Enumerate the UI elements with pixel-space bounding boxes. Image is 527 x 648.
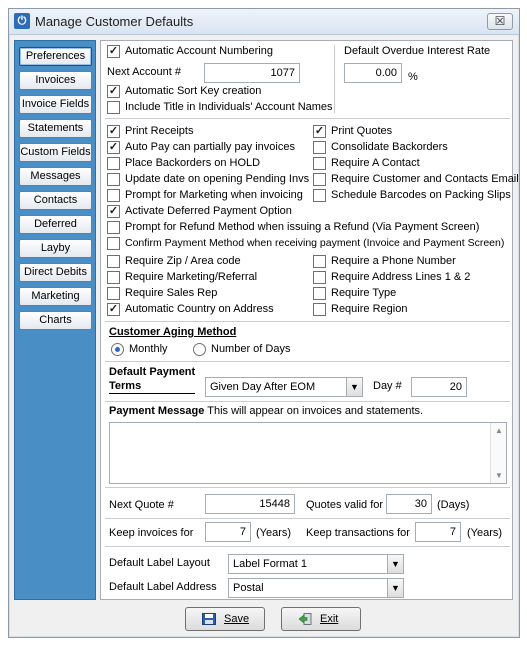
require-region-label: Require Region: [331, 303, 408, 315]
print-quotes-checkbox[interactable]: ✓: [314, 125, 325, 137]
print-receipts-label: Print Receipts: [125, 125, 194, 137]
require-address-label: Require Address Lines 1 & 2: [331, 271, 471, 283]
manage-customer-defaults-window: [8, 8, 520, 638]
next-quote-field[interactable]: 15448: [205, 494, 295, 514]
chevron-down-icon: ▼: [346, 378, 362, 396]
include-title-label: Include Title in Individuals' Account Names: [125, 101, 333, 113]
print-quotes-label: Print Quotes: [331, 125, 393, 137]
require-email-label: Require Customer and Contacts Email: [331, 173, 519, 185]
auto-country-checkbox[interactable]: ✓: [108, 303, 119, 315]
scroll-up-icon[interactable]: ▲: [495, 426, 503, 435]
divider: [105, 118, 510, 119]
label-layout-label: Default Label Layout: [109, 557, 210, 569]
activate-deferred-label: Activate Deferred Payment Option: [125, 205, 292, 217]
preferences-panel: [100, 40, 519, 600]
day-field[interactable]: 20: [411, 377, 467, 397]
quotes-valid-unit: (Days): [437, 499, 470, 511]
floppy-disk-icon: [202, 613, 216, 625]
sidebar-item-deferred[interactable]: Deferred: [19, 215, 92, 234]
payment-terms-select[interactable]: [205, 377, 363, 397]
textarea-scrollbar[interactable]: [490, 423, 506, 483]
activate-deferred-checkbox[interactable]: ✓: [108, 205, 119, 217]
interest-rate-label: Default Overdue Interest Rate: [344, 45, 491, 57]
payment-terms-title-2: Terms: [109, 380, 142, 392]
payment-message-title: Payment Message: [109, 405, 205, 417]
aging-method-title: Customer Aging Method: [109, 326, 237, 338]
sidebar-item-custom-fields[interactable]: Custom Fields: [19, 143, 92, 162]
sidebar: [14, 40, 96, 600]
chevron-down-icon: ▼: [387, 579, 403, 597]
confirm-payment-label: Confirm Payment Method when receiving payment (Invoice and Payment Screen): [125, 237, 505, 249]
chevron-down-icon: ▼: [387, 555, 403, 573]
exit-button[interactable]: [281, 607, 361, 631]
sidebar-item-charts[interactable]: Charts: [19, 311, 92, 330]
next-quote-label: Next Quote #: [109, 499, 174, 511]
prompt-refund-label: Prompt for Refund Method when issuing a Refund (Via Payment Screen): [125, 221, 480, 233]
title-bar: [9, 9, 519, 35]
keep-invoices-unit: (Years): [256, 527, 292, 539]
sidebar-item-contacts[interactable]: Contacts: [19, 191, 92, 210]
sidebar-item-statements[interactable]: Statements: [19, 119, 92, 138]
close-button[interactable]: [487, 13, 513, 30]
monthly-label: Monthly: [129, 343, 168, 355]
require-contact-label: Require A Contact: [331, 157, 420, 169]
label-address-select[interactable]: [228, 578, 404, 598]
require-rep-checkbox[interactable]: [107, 287, 120, 300]
payment-message-hint: This will appear on invoices and statements.: [207, 405, 424, 417]
sidebar-item-layby[interactable]: Layby: [19, 239, 92, 258]
schedule-barcodes-checkbox[interactable]: [313, 189, 326, 202]
require-contact-checkbox[interactable]: [313, 157, 326, 170]
divider: [105, 361, 510, 362]
require-region-checkbox[interactable]: [313, 303, 326, 316]
keep-invoices-label: Keep invoices for: [109, 527, 194, 539]
label-layout-value: Label Format 1: [233, 558, 307, 570]
require-phone-label: Require a Phone Number: [331, 255, 456, 267]
number-of-days-radio[interactable]: [193, 343, 206, 356]
exit-label: Exit: [320, 613, 339, 625]
label-address-label: Default Label Address: [109, 581, 217, 593]
auto-sort-label: Automatic Sort Key creation: [125, 85, 262, 97]
scroll-down-icon[interactable]: ▼: [495, 471, 503, 480]
number-of-days-label: Number of Days: [211, 343, 291, 355]
require-marketing-label: Require Marketing/Referral: [125, 271, 258, 283]
save-button[interactable]: [185, 607, 265, 631]
exit-door-icon: [298, 613, 312, 625]
keep-transactions-field[interactable]: 7: [415, 522, 461, 542]
require-address-checkbox[interactable]: [313, 271, 326, 284]
auto-numbering-label: Automatic Account Numbering: [125, 45, 273, 57]
day-label: Day #: [373, 380, 402, 392]
divider: [109, 393, 195, 394]
power-icon: ⏻: [14, 13, 30, 29]
schedule-barcodes-label: Schedule Barcodes on Packing Slips: [331, 189, 511, 201]
sidebar-item-invoices[interactable]: Invoices: [19, 71, 92, 90]
backorders-hold-label: Place Backorders on HOLD: [125, 157, 261, 169]
require-type-label: Require Type: [331, 287, 397, 299]
payment-terms-title: Default Payment: [109, 366, 196, 378]
require-zip-label: Require Zip / Area code: [125, 255, 241, 267]
sidebar-item-messages[interactable]: Messages: [19, 167, 92, 186]
divider: [105, 518, 510, 519]
divider: [105, 487, 510, 488]
label-layout-select[interactable]: [228, 554, 404, 574]
payment-terms-value: Given Day After EOM: [210, 381, 316, 393]
prompt-refund-checkbox[interactable]: [107, 221, 120, 234]
payment-message-textarea[interactable]: [109, 422, 507, 484]
backorders-hold-checkbox[interactable]: [107, 157, 120, 170]
auto-sort-checkbox[interactable]: ✓: [108, 85, 119, 97]
quotes-valid-label: Quotes valid for: [306, 499, 384, 511]
auto-numbering-checkbox[interactable]: ✓: [108, 45, 119, 57]
next-account-field[interactable]: 1077: [204, 63, 300, 83]
sidebar-item-direct-debits[interactable]: Direct Debits: [19, 263, 92, 282]
require-rep-label: Require Sales Rep: [125, 287, 218, 299]
sidebar-item-invoice-fields[interactable]: Invoice Fields: [19, 95, 92, 114]
confirm-payment-checkbox[interactable]: [107, 237, 120, 250]
keep-invoices-field[interactable]: 7: [205, 522, 251, 542]
print-receipts-checkbox[interactable]: ✓: [108, 125, 119, 137]
label-address-value: Postal: [233, 582, 264, 594]
require-phone-checkbox[interactable]: [313, 255, 326, 268]
payment-message-header: [109, 405, 423, 417]
consolidate-backorders-label: Consolidate Backorders: [331, 141, 448, 153]
update-date-checkbox[interactable]: [107, 173, 120, 186]
auto-country-label: Automatic Country on Address: [125, 303, 274, 315]
monthly-radio[interactable]: [111, 343, 124, 356]
require-zip-checkbox[interactable]: [107, 255, 120, 268]
divider: [105, 321, 510, 322]
quotes-valid-field[interactable]: 30: [386, 494, 432, 514]
window-title: Manage Customer Defaults: [35, 14, 194, 29]
require-email-checkbox[interactable]: [313, 173, 326, 186]
next-account-label: Next Account #: [107, 66, 181, 78]
auto-pay-checkbox[interactable]: ✓: [108, 141, 119, 153]
divider: [334, 45, 335, 113]
save-label: Save: [224, 613, 250, 625]
keep-transactions-label: Keep transactions for: [306, 527, 410, 539]
sidebar-item-marketing[interactable]: Marketing: [19, 287, 92, 306]
interest-rate-field[interactable]: 0.00: [344, 63, 402, 83]
auto-pay-label: Auto Pay can partially pay invoices: [125, 141, 295, 153]
keep-transactions-unit: (Years): [467, 527, 503, 539]
prompt-marketing-label: Prompt for Marketing when invoicing: [125, 189, 303, 201]
sidebar-item-preferences[interactable]: Preferences: [19, 47, 92, 66]
close-icon: ☒: [494, 14, 506, 28]
divider: [105, 401, 510, 402]
consolidate-backorders-checkbox[interactable]: [313, 141, 326, 154]
require-type-checkbox[interactable]: [313, 287, 326, 300]
require-marketing-checkbox[interactable]: [107, 271, 120, 284]
update-date-label: Update date on opening Pending Invs: [125, 173, 310, 185]
include-title-checkbox[interactable]: [107, 101, 120, 114]
prompt-marketing-checkbox[interactable]: [107, 189, 120, 202]
divider: [105, 546, 510, 547]
interest-unit: %: [408, 71, 418, 83]
